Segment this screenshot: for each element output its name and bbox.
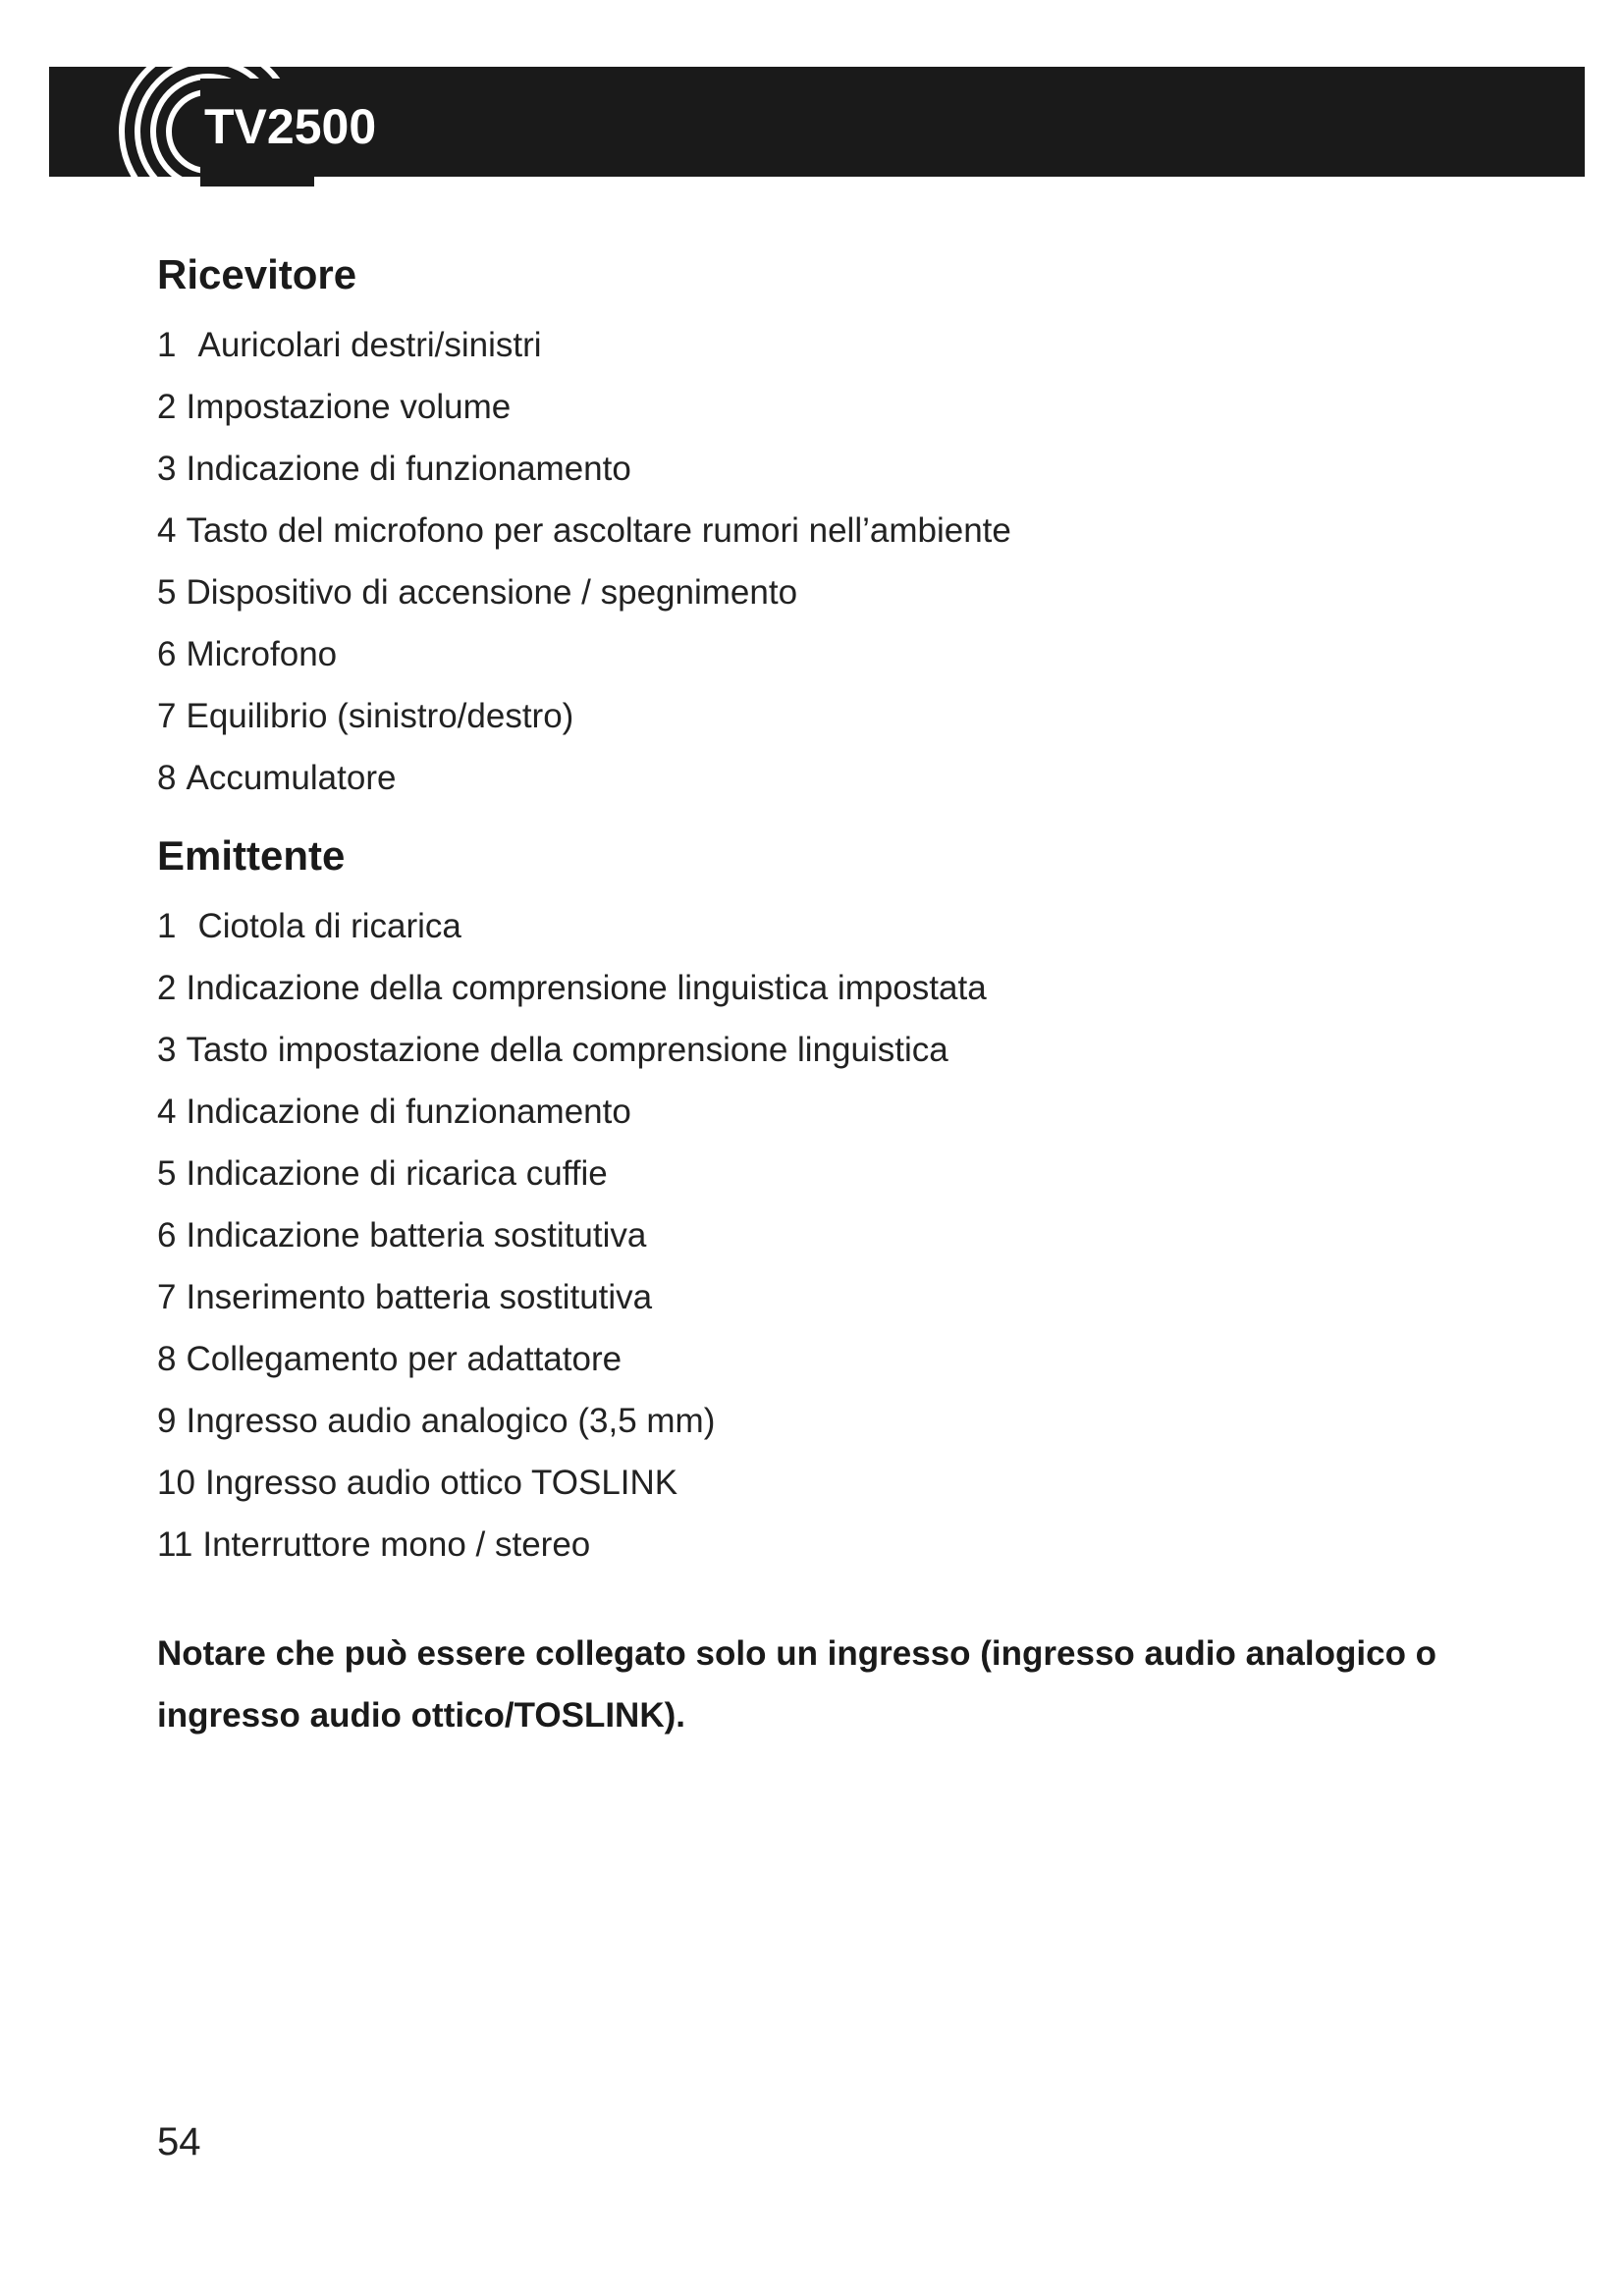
- list-item: [157, 1328, 1532, 1390]
- list-item: [157, 1266, 1532, 1328]
- transmitter-list: [157, 895, 1532, 1575]
- item-text: Indicazione della comprensione linguistica impostata: [186, 969, 987, 1007]
- list-item: [157, 500, 1532, 561]
- note-paragraph: Notare che può essere collegato solo un ingresso (ingresso audio analogico o ingresso audio ottico/TOSLINK).: [157, 1634, 1437, 1735]
- item-number: 3: [157, 450, 177, 488]
- list-item: [157, 895, 1532, 957]
- item-text: Auricolari destri/sinistri: [197, 326, 542, 364]
- list-item: [157, 438, 1532, 500]
- item-number: 1: [157, 326, 177, 364]
- item-text: Impostazione volume: [186, 388, 512, 426]
- item-number: 5: [157, 1154, 177, 1193]
- item-text: Microfono: [186, 635, 338, 673]
- logo-text: TV2500: [204, 99, 377, 154]
- item-number: 2: [157, 388, 177, 426]
- page-number: 54: [157, 2120, 201, 2163]
- list-item: [157, 747, 1532, 809]
- list-item: [157, 314, 1532, 376]
- item-number: 2: [157, 969, 177, 1007]
- item-text: Accumulatore: [186, 759, 397, 797]
- list-item: [157, 1143, 1532, 1204]
- list-item: [157, 957, 1532, 1019]
- item-text: Indicazione batteria sostitutiva: [186, 1216, 647, 1255]
- list-item: [157, 1390, 1532, 1452]
- item-number: 7: [157, 697, 177, 735]
- item-number: 8: [157, 759, 177, 797]
- item-number: 5: [157, 573, 177, 612]
- logo: [98, 39, 511, 196]
- list-item: [157, 685, 1532, 747]
- item-text: Dispositivo di accensione / spegnimento: [186, 573, 798, 612]
- list-item: [157, 1514, 1532, 1575]
- item-number: 10: [157, 1464, 195, 1502]
- item-number: 6: [157, 635, 177, 673]
- item-text: Indicazione di funzionamento: [186, 450, 631, 488]
- main-content: [157, 245, 1532, 1746]
- item-number: 8: [157, 1340, 177, 1378]
- item-number: 4: [157, 1093, 177, 1131]
- item-number: 11: [157, 1525, 193, 1564]
- item-text: Inserimento batteria sostitutiva: [186, 1278, 653, 1316]
- list-item: [157, 1081, 1532, 1143]
- item-text: Tasto impostazione della comprensione linguistica: [186, 1031, 948, 1069]
- item-number: 4: [157, 511, 177, 550]
- item-number: 3: [157, 1031, 177, 1069]
- item-text: Collegamento per adattatore: [186, 1340, 623, 1378]
- list-item: [157, 623, 1532, 685]
- item-text: Indicazione di ricarica cuffie: [186, 1154, 608, 1193]
- item-text: Indicazione di funzionamento: [186, 1093, 631, 1131]
- item-number: 9: [157, 1402, 177, 1440]
- list-item: [157, 376, 1532, 438]
- receiver-list: [157, 314, 1532, 809]
- list-item: [157, 1204, 1532, 1266]
- list-item: [157, 1019, 1532, 1081]
- item-number: 6: [157, 1216, 177, 1255]
- item-text: Equilibrio (sinistro/destro): [186, 697, 574, 735]
- item-number: 1: [157, 907, 177, 945]
- item-text: Interruttore mono / stereo: [202, 1525, 591, 1564]
- list-item: [157, 1452, 1532, 1514]
- list-item: [157, 561, 1532, 623]
- section-title-receiver: Ricevitore: [157, 251, 357, 297]
- item-text: Ingresso audio analogico (3,5 mm): [186, 1402, 716, 1440]
- section-title-transmitter: Emittente: [157, 832, 346, 879]
- item-text: Ciotola di ricarica: [197, 907, 461, 945]
- item-number: 7: [157, 1278, 177, 1316]
- item-text: Tasto del microfono per ascoltare rumori nell’ambiente: [186, 511, 1011, 550]
- item-text: Ingresso audio ottico TOSLINK: [204, 1464, 678, 1502]
